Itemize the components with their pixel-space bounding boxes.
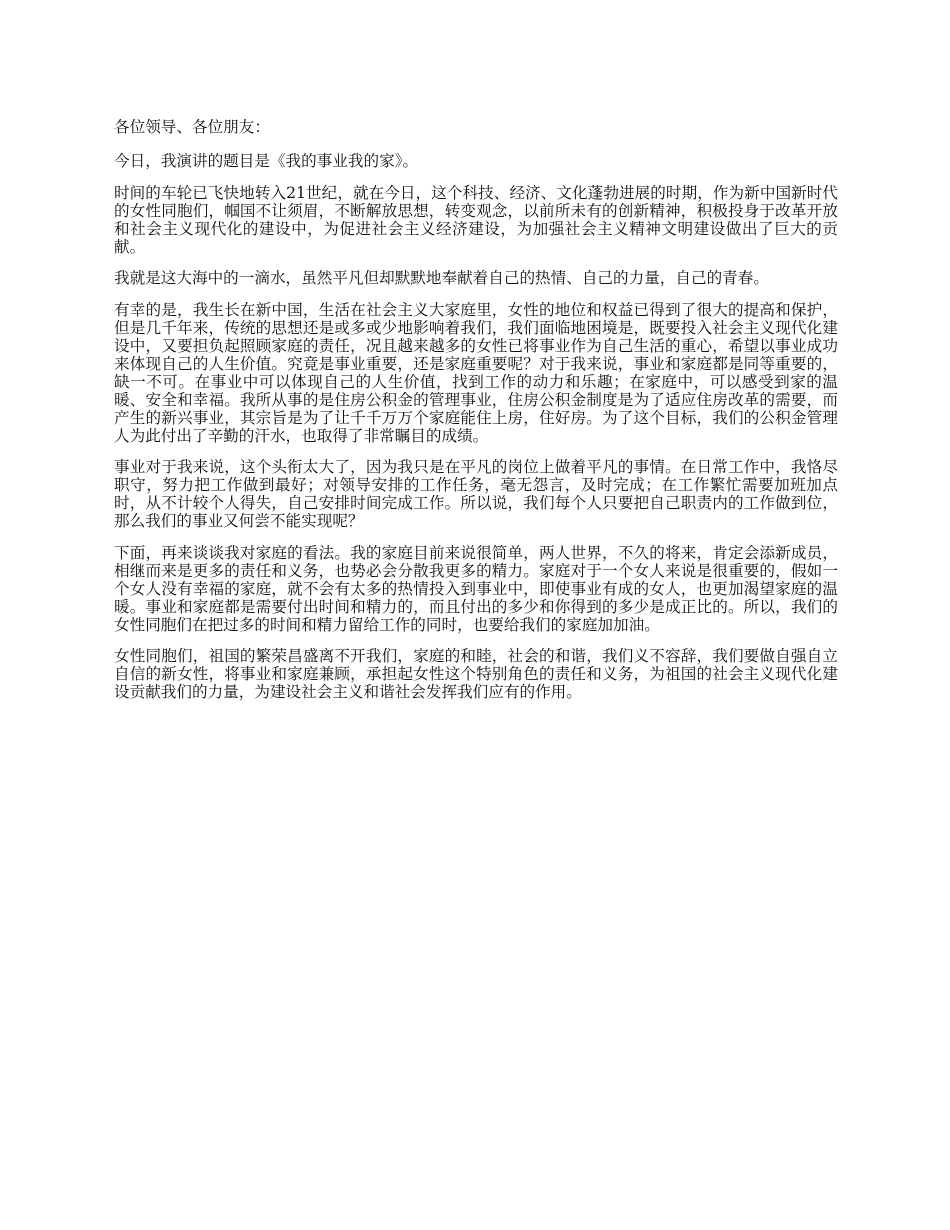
paragraph-topic: 今日，我演讲的题目是《我的事业我的家》。: [114, 152, 419, 170]
paragraph-drop-of-water: 我就是这大海中的一滴水，虽然平凡但却默默地奉献着自己的热情、自己的力量，自己的青春。: [114, 269, 769, 287]
paragraph-era: 时间的车轮已飞快地转入21世纪，就在今日，这个科技、经济、文化蓬勃进展的时期，作为新中国新时代的女性同胞们，帼国不让须眉，不断解放思想，转变观念，以前所未有的创新精神，积极投身于改革开放和社会主义现代化的建设中，为促进社会主义经济建设，为加强社会主义精神文明建设做出了巨大的贡献。: [114, 183, 838, 256]
speech-document: [114, 118, 838, 715]
salutation: 各位领导、各位朋友：: [114, 118, 270, 136]
paragraph-family: 下面，再来谈谈我对家庭的看法。我的家庭目前来说很简单，两人世界，不久的将来，肯定会添新成员，相继而来是更多的责任和义务，也势必会分散我更多的精力。家庭对于一个女人来说是很重要的，假如一个女人没有幸福的家庭，就不会有太多的热情投入到事业中，即使事业有成的女人，也更加渴望家庭的温暖。事业和家庭都是需要付出时间和精力的，而且付出的多少和你得到的多少是成正比的。所以，我们的女性同胞们在把过多的时间和精力留给工作的同时，也要给我们的家庭加加油。: [114, 543, 838, 634]
paragraph-closing: 女性同胞们，祖国的繁荣昌盛离不开我们，家庭的和睦，社会的和谐，我们义不容辞，我们要做自强自立自信的新女性，将事业和家庭兼顾，承担起女性这个特别角色的责任和义务，为祖国的社会主义现代化建设贡献我们的力量，为建设社会主义和谐社会发挥我们应有的作用。: [114, 647, 838, 701]
paragraph-career: 事业对于我来说，这个头衔太大了，因为我只是在平凡的岗位上做着平凡的事情。在日常工作中，我恪尽职守，努力把工作做到最好；对领导安排的工作任务，毫无怨言，及时完成；在工作繁忙需要加班加点时，从不计较个人得失，自己安排时间完成工作。所以说，我们每个人只要把自己职责内的工作做到位，那么我们的事业又何尝不能实现呢？: [114, 458, 838, 530]
paragraph-career-and-family: 有幸的是，我生长在新中国，生活在社会主义大家庭里，女性的地位和权益已得到了很大的提高和保护，但是几千年来，传统的思想还是或多或少地影响着我们，我们面临地困境是，既要投入社会主义现代化建设中，又要担负起照顾家庭的责任，况且越来越多的女性已将事业作为自己生活的重心，希望以事业成功来体现自己的人生价值。究竟是事业重要，还是家庭重要呢？对于我来说，事业和家庭都是同等重要的，缺一不可。在事业中可以体现自己的人生价值，找到工作的动力和乐趣；在家庭中，可以感受到家的温暖、安全和幸福。我所从事的是住房公积金的管理事业，住房公积金制度是为了适应住房改革的需要，而产生的新兴事业，其宗旨是为了让千千万万个家庭能住上房，住好房。为了这个目标，我们的公积金管理人为此付出了辛勤的汗水，也取得了非常瞩目的成绩。: [114, 300, 838, 445]
